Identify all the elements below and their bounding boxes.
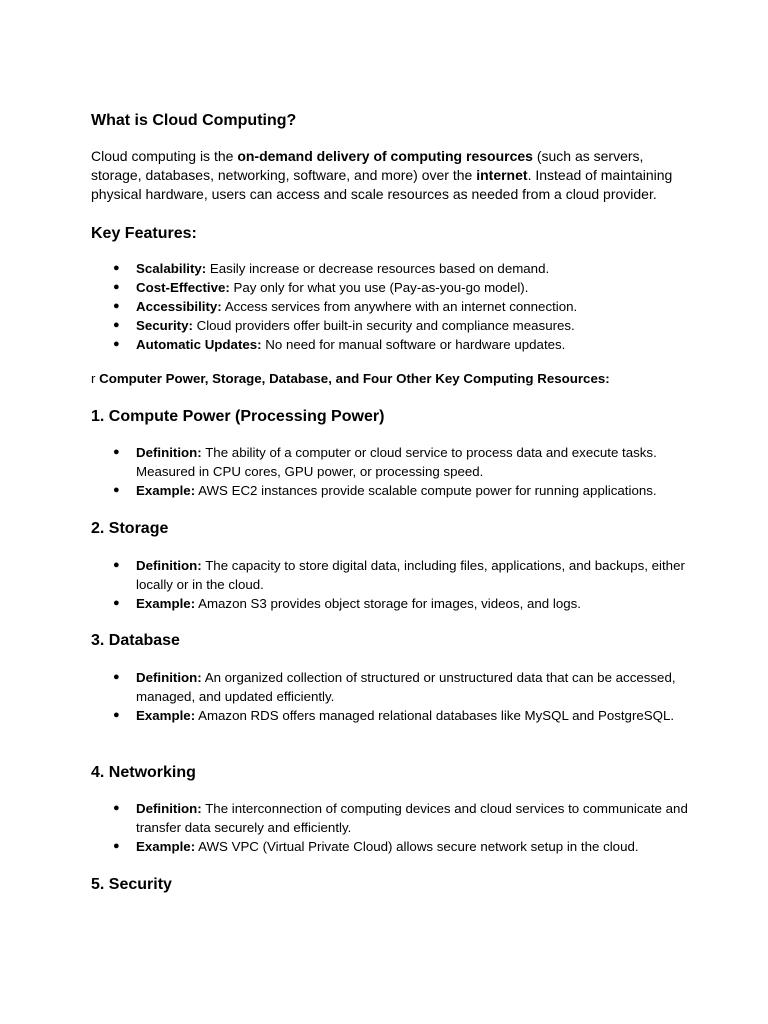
definition-label: Definition: [136, 445, 202, 460]
feature-label: Accessibility: [136, 299, 222, 314]
intro-text-1: Cloud computing is the [91, 148, 238, 164]
list-item [91, 278, 691, 297]
feature-text: Cloud providers offer built-in security and compliance measures. [192, 318, 575, 333]
section-title-storage: 2. Storage [91, 520, 169, 537]
intro-text-3: . Instead of maintaining physical hardware, users can access and scale resources as needed from a cloud provider. [91, 167, 673, 202]
example-label: Example: [136, 839, 196, 854]
feature-text: Easily increase or decrease resources based on demand. [206, 261, 550, 276]
example-label: Example: [136, 708, 196, 723]
bullet-icon: ● [113, 597, 120, 609]
storage-list [91, 556, 691, 613]
list-item [91, 594, 691, 613]
example-text: AWS VPC (Virtual Private Cloud) allows secure network setup in the cloud. [195, 839, 639, 854]
example-label: Example: [136, 483, 196, 498]
definition-label: Definition: [136, 558, 202, 573]
example-text: AWS EC2 instances provide scalable compute power for running applications. [195, 483, 657, 498]
bullet-icon: ● [113, 300, 120, 312]
definition-text: The ability of a computer or cloud service to process data and execute tasks. Measured in CPU cores, GPU power, or processing speed. [136, 445, 657, 479]
list-item [91, 443, 691, 481]
definition-label: Definition: [136, 801, 202, 816]
list-item [91, 556, 691, 594]
lead-prefix: r [91, 371, 100, 386]
list-item [91, 259, 691, 278]
definition-text: An organized collection of structured or unstructured data that can be accessed, managed, and updated efficiently. [136, 670, 676, 704]
feature-text: No need for manual software or hardware updates. [261, 337, 566, 352]
bullet-icon: ● [113, 709, 120, 721]
example-text: Amazon RDS offers managed relational databases like MySQL and PostgreSQL. [195, 708, 675, 723]
feature-label: Cost-Effective: [136, 280, 230, 295]
list-item [91, 481, 691, 500]
feature-text: Pay only for what you use (Pay-as-you-go model). [229, 280, 529, 295]
section-title-database: 3. Database [91, 632, 180, 649]
bullet-icon: ● [113, 446, 120, 458]
lead-text: Computer Power, Storage, Database, and Four Other Key Computing Resources: [99, 371, 610, 386]
list-item [91, 799, 691, 837]
compute-list [91, 443, 691, 500]
networking-list [91, 799, 691, 856]
intro-title: What is Cloud Computing? [91, 112, 297, 129]
intro-text-2: (such as servers, storage, databases, networking, software, and more) over the [91, 148, 644, 183]
intro-paragraph [91, 147, 691, 204]
feature-label: Scalability: [136, 261, 207, 276]
bullet-icon: ● [113, 319, 120, 331]
feature-text: Access services from anywhere with an internet connection. [221, 299, 578, 314]
section-title-networking: 4. Networking [91, 764, 196, 781]
list-item [91, 297, 691, 316]
definition-label: Definition: [136, 670, 202, 685]
bullet-icon: ● [113, 338, 120, 350]
intro-emphasis-2: internet [476, 167, 528, 183]
definition-text: The interconnection of computing devices and cloud services to communicate and transfer data securely and efficiently. [136, 801, 688, 835]
feature-label: Security: [136, 318, 193, 333]
bullet-icon: ● [113, 281, 120, 293]
resources-lead [91, 370, 610, 388]
bullet-icon: ● [113, 671, 120, 683]
features-title: Key Features: [91, 225, 197, 242]
list-item [91, 706, 691, 725]
bullet-icon: ● [113, 559, 120, 571]
section-title-compute: 1. Compute Power (Processing Power) [91, 408, 385, 425]
list-item [91, 668, 691, 706]
list-item [91, 837, 691, 856]
example-text: Amazon S3 provides object storage for images, videos, and logs. [195, 596, 581, 611]
features-list [91, 259, 691, 354]
example-label: Example: [136, 596, 196, 611]
definition-text: The capacity to store digital data, including files, applications, and backups, either locally or in the cloud. [136, 558, 685, 592]
bullet-icon: ● [113, 802, 120, 814]
bullet-icon: ● [113, 484, 120, 496]
list-item [91, 316, 691, 335]
feature-label: Automatic Updates: [136, 337, 262, 352]
database-list [91, 668, 691, 725]
bullet-icon: ● [113, 262, 120, 274]
bullet-icon: ● [113, 840, 120, 852]
section-title-security: 5. Security [91, 876, 172, 893]
intro-emphasis-1: on-demand delivery of computing resources [237, 148, 533, 164]
list-item [91, 335, 691, 354]
